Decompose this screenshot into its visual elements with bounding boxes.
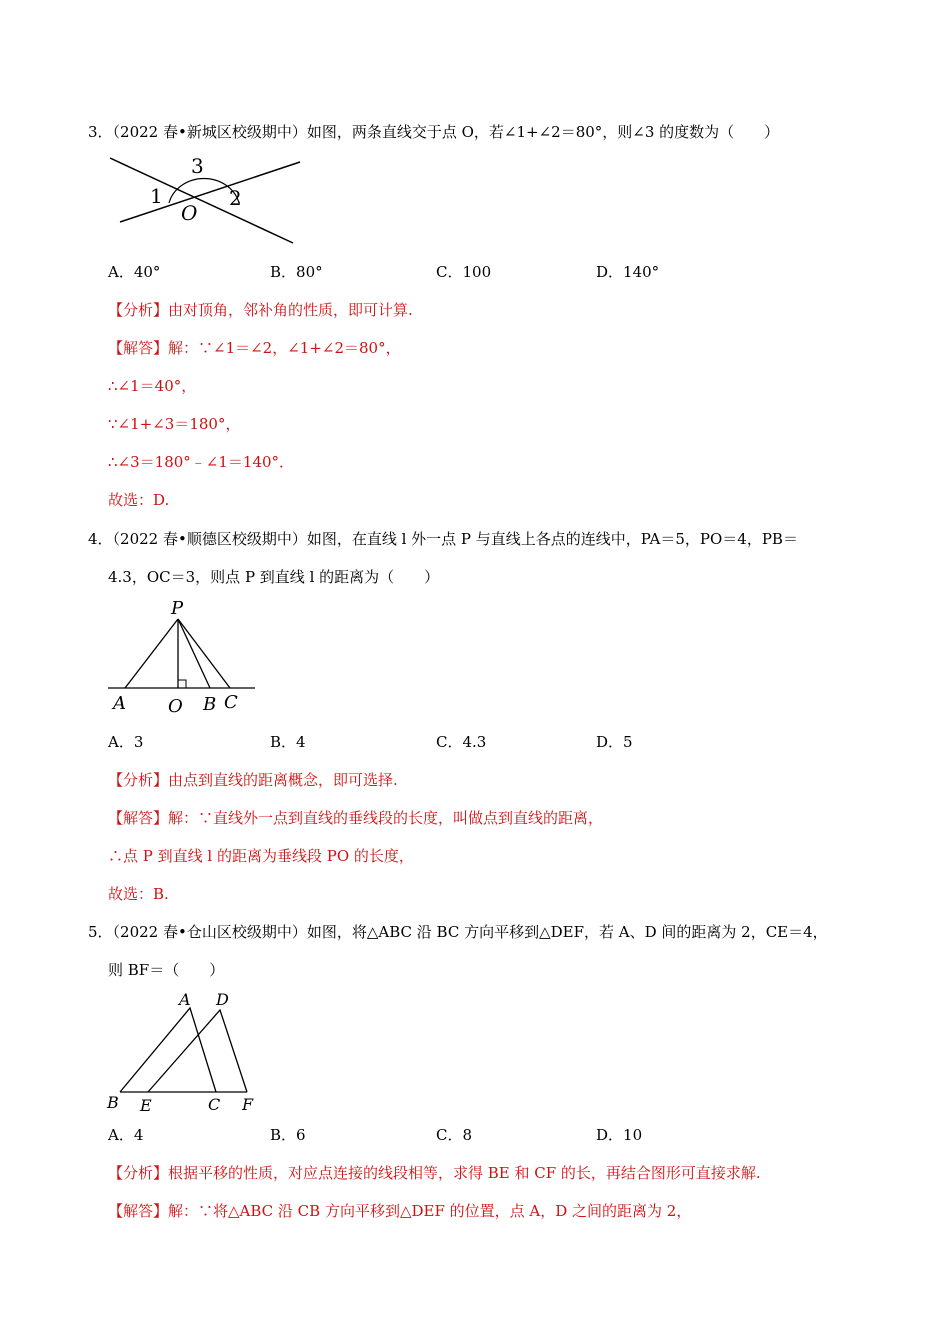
- q4-label-p: P: [171, 598, 184, 619]
- q4-segment-pa: [125, 619, 178, 688]
- q5-label-d: D: [216, 990, 229, 1009]
- q5-label-c: C: [208, 1095, 221, 1114]
- q3-line-2: [120, 162, 300, 222]
- q4-right-angle-mark: [178, 680, 186, 688]
- q3-option-d: D．140°: [596, 263, 660, 281]
- q4-solution-3: 故选：B.: [108, 885, 169, 903]
- q3-option-b: B．80°: [270, 263, 323, 281]
- q4-label-c: C: [224, 692, 238, 713]
- q3-label-2: 2: [229, 186, 242, 210]
- q5-stem-line2: 则 BF＝（ ）: [108, 961, 225, 979]
- q5-option-c: C．8: [436, 1126, 473, 1144]
- q3-solution-4: ∴∠3＝180°﹣∠1＝140°．: [108, 453, 295, 471]
- q5-option-b: B．6: [270, 1126, 306, 1144]
- q5-label-f: F: [242, 1095, 254, 1114]
- q4-stem-line1: 4．（2022 春•顺德区校级期中）如图，在直线 l 外一点 P 与直线上各点的连线中，PA＝5，PO＝4，PB＝: [88, 530, 798, 548]
- q4-stem-line2: 4.3，OC＝3，则点 P 到直线 l 的距离为（ ）: [108, 568, 440, 586]
- q3-option-c: C．100: [436, 263, 492, 281]
- q5-label-b: B: [107, 1093, 119, 1112]
- q5-triangle-def: [148, 1010, 247, 1092]
- q3-solution-1: 【解答】解：∵∠1＝∠2，∠1+∠2＝80°，: [108, 339, 401, 357]
- q5-label-e: E: [140, 1096, 152, 1115]
- q3-label-1: 1: [150, 184, 163, 208]
- q5-label-a: A: [179, 990, 191, 1009]
- q3-solution-3: ∵∠1+∠3＝180°，: [108, 415, 241, 433]
- q3-stem: 3．（2022 春•新城区校级期中）如图，两条直线交于点 O，若∠1+∠2＝80°，则∠3 的度数为（ ）: [88, 123, 780, 141]
- q4-option-a: A．3: [108, 733, 144, 751]
- q5-analysis: 【分析】根据平移的性质，对应点连接的线段相等，求得 BE 和 CF 的长，再结合图形可直接求解.: [108, 1164, 761, 1182]
- q5-option-d: D．10: [596, 1126, 643, 1144]
- q4-analysis: 【分析】由点到直线的距离概念，即可选择.: [108, 771, 398, 789]
- q3-solution-5: 故选：D.: [108, 491, 170, 509]
- q4-solution-2: ∴点 P 到直线 l 的距离为垂线段 PO 的长度，: [108, 847, 414, 865]
- q4-segment-pc: [178, 619, 230, 688]
- q4-segment-pb: [178, 619, 210, 688]
- q5-solution-1: 【解答】解：∵将△ABC 沿 CB 方向平移到△DEF 的位置，点 A，D 之间的距离为 2，: [108, 1202, 692, 1220]
- q4-option-c: C．4.3: [436, 733, 487, 751]
- q3-solution-2: ∴∠1＝40°，: [108, 377, 197, 395]
- q4-label-a: A: [113, 693, 126, 714]
- q5-stem-line1: 5．（2022 春•仓山区校级期中）如图，将△ABC 沿 BC 方向平移到△DEF，若 A、D 间的距离为 2，CE＝4，: [88, 923, 828, 941]
- q5-triangle-abc: [120, 1008, 216, 1092]
- q4-option-b: B．4: [270, 733, 306, 751]
- q3-label-3: 3: [191, 154, 204, 178]
- q4-option-d: D．5: [596, 733, 633, 751]
- q3-label-o: O: [181, 201, 198, 225]
- q4-solution-1: 【解答】解：∵直线外一点到直线的垂线段的长度，叫做点到直线的距离，: [108, 809, 604, 827]
- q3-analysis: 【分析】由对顶角，邻补角的性质，即可计算.: [108, 301, 413, 319]
- q5-option-a: A．4: [108, 1126, 144, 1144]
- q4-label-b: B: [203, 694, 217, 715]
- q5-figure: [100, 988, 265, 1118]
- q3-figure: [105, 150, 310, 250]
- q4-label-o: O: [168, 696, 183, 717]
- q4-figure: [105, 597, 265, 717]
- q3-option-a: A．40°: [108, 263, 161, 281]
